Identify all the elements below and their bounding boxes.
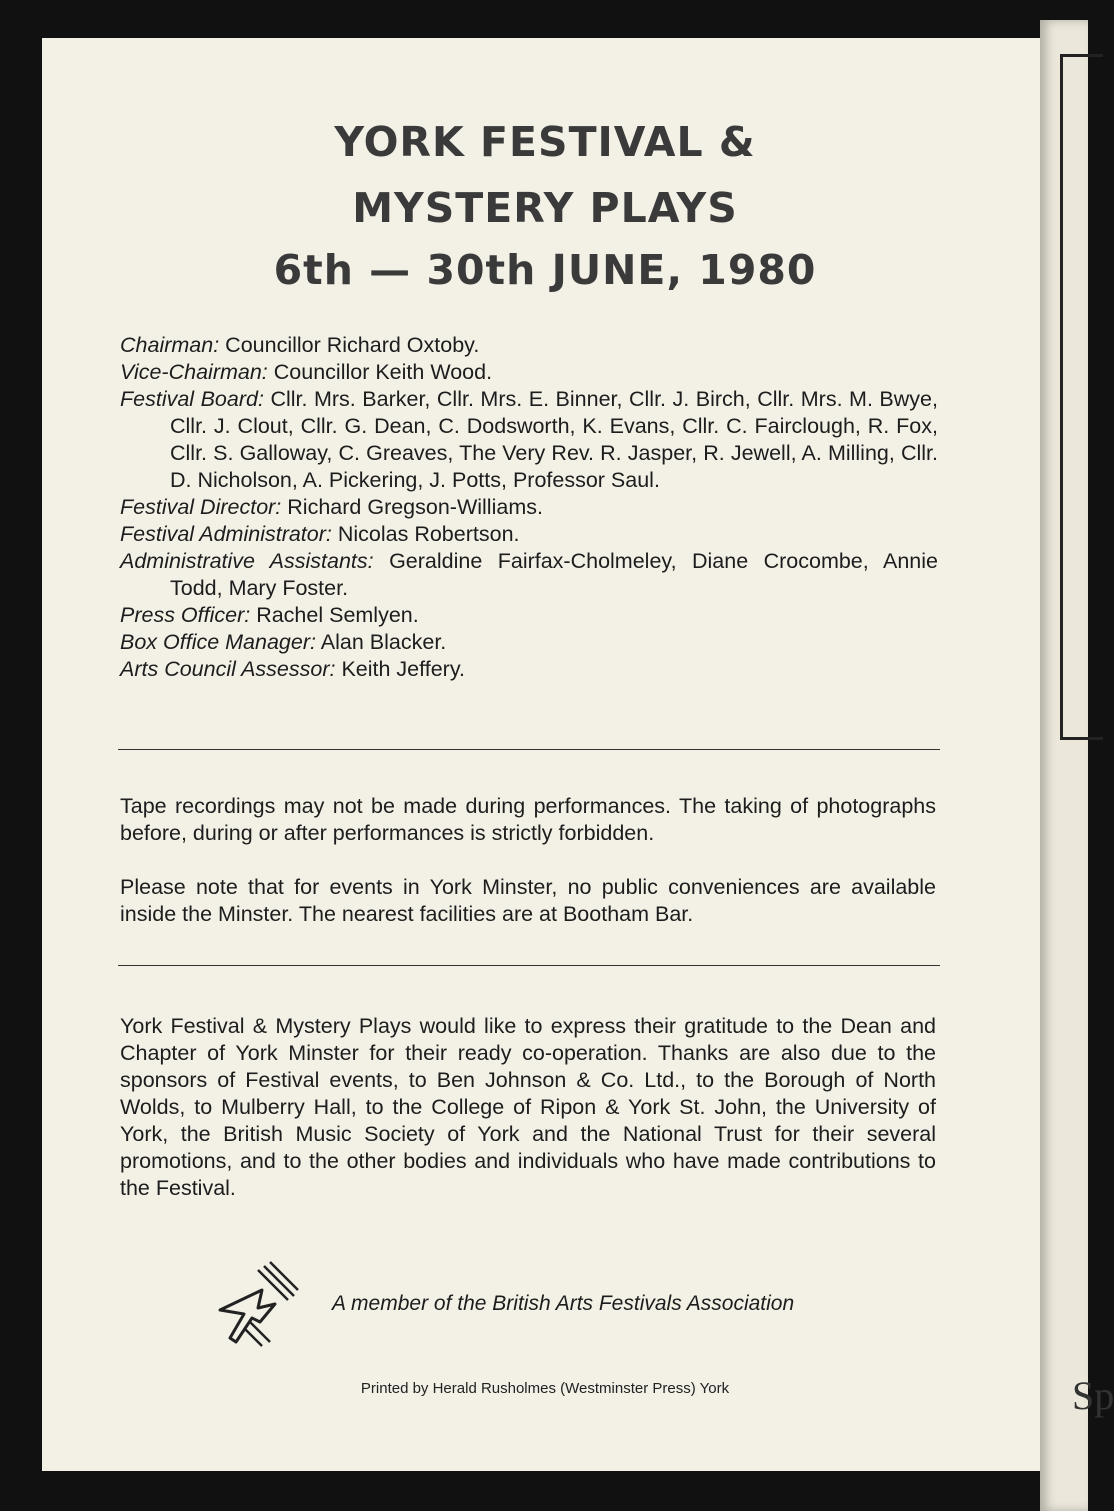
adjacent-page-edge <box>1040 20 1114 1511</box>
credit-festival-administrator: Festival Administrator: Nicolas Robertson. <box>120 522 520 546</box>
credit-press-officer: Press Officer: Rachel Semlyen. <box>120 603 419 627</box>
festivals-association-logo-icon <box>200 1260 300 1348</box>
credit-chairman: Chairman: Councillor Richard Oxtoby. <box>120 333 480 357</box>
divider-bottom <box>118 965 940 966</box>
credit-arts-council-assessor: Arts Council Assessor: Keith Jeffery. <box>120 657 465 681</box>
divider-top <box>118 749 940 750</box>
credit-administrative-assistants: Administrative Assistants: Geraldine Fairfax-Cholmeley, Diane Crocombe, Annie Todd, Mary Foster. <box>120 549 938 600</box>
adjacent-page-box <box>1060 54 1103 740</box>
title-line-2: MYSTERY PLAYS <box>352 184 738 232</box>
membership-statement: A member of the British Arts Festivals Association <box>332 1292 795 1315</box>
adjacent-page-text-fragment: Sp <box>1072 1373 1114 1418</box>
credit-festival-director: Festival Director: Richard Gregson-Williams. <box>120 495 543 519</box>
gratitude-paragraph: York Festival & Mystery Plays would like to express their gratitude to the Dean and Chapter of York Minster for their ready co-operation. Thanks are also due to the sponsors of Festival events, to Ben Johnson & Co. Ltd., to the Borough of North Wolds, to Mulberry Hall, to the College of Ripon & York St. John, the University of York, the British Music Society of York and the National Trust for their several promotions, and to the other bodies and individuals who have made contributions to the Festival. <box>120 1014 936 1200</box>
title-dates: 6th — 30th JUNE, 1980 <box>273 246 817 294</box>
credit-box-office-manager: Box Office Manager: Alan Blacker. <box>120 630 447 654</box>
credit-festival-board: Festival Board: Cllr. Mrs. Barker, Cllr. Mrs. E. Binner, Cllr. J. Birch, Cllr. Mrs. M. Bwye, Cllr. J. Clout, Cllr. G. Dean, C. Dodsworth, K. Evans, Cllr. C. Fairclough, R. Fox, Cllr. S. Galloway, C. Greaves, The Very Rev. R. Jasper, R. Jewell, A. Milling, Cllr. D. Nicholson, A. Pickering, J. Potts, Professor Saul. <box>120 387 938 492</box>
conveniences-notice: Please note that for events in York Minster, no public conveniences are available inside the Minster. The nearest facilities are at Bootham Bar. <box>120 875 936 926</box>
recordings-notice: Tape recordings may not be made during performances. The taking of photographs before, during or after performances is strictly forbidden. <box>120 794 936 845</box>
printer-credit: Printed by Herald Rusholmes (Westminster Press) York <box>360 1380 730 1397</box>
credit-vice-chairman: Vice-Chairman: Councillor Keith Wood. <box>120 360 493 384</box>
credits-list <box>120 332 938 683</box>
title-line-1: YORK FESTIVAL & <box>334 118 756 166</box>
programme-page <box>42 38 1048 1471</box>
